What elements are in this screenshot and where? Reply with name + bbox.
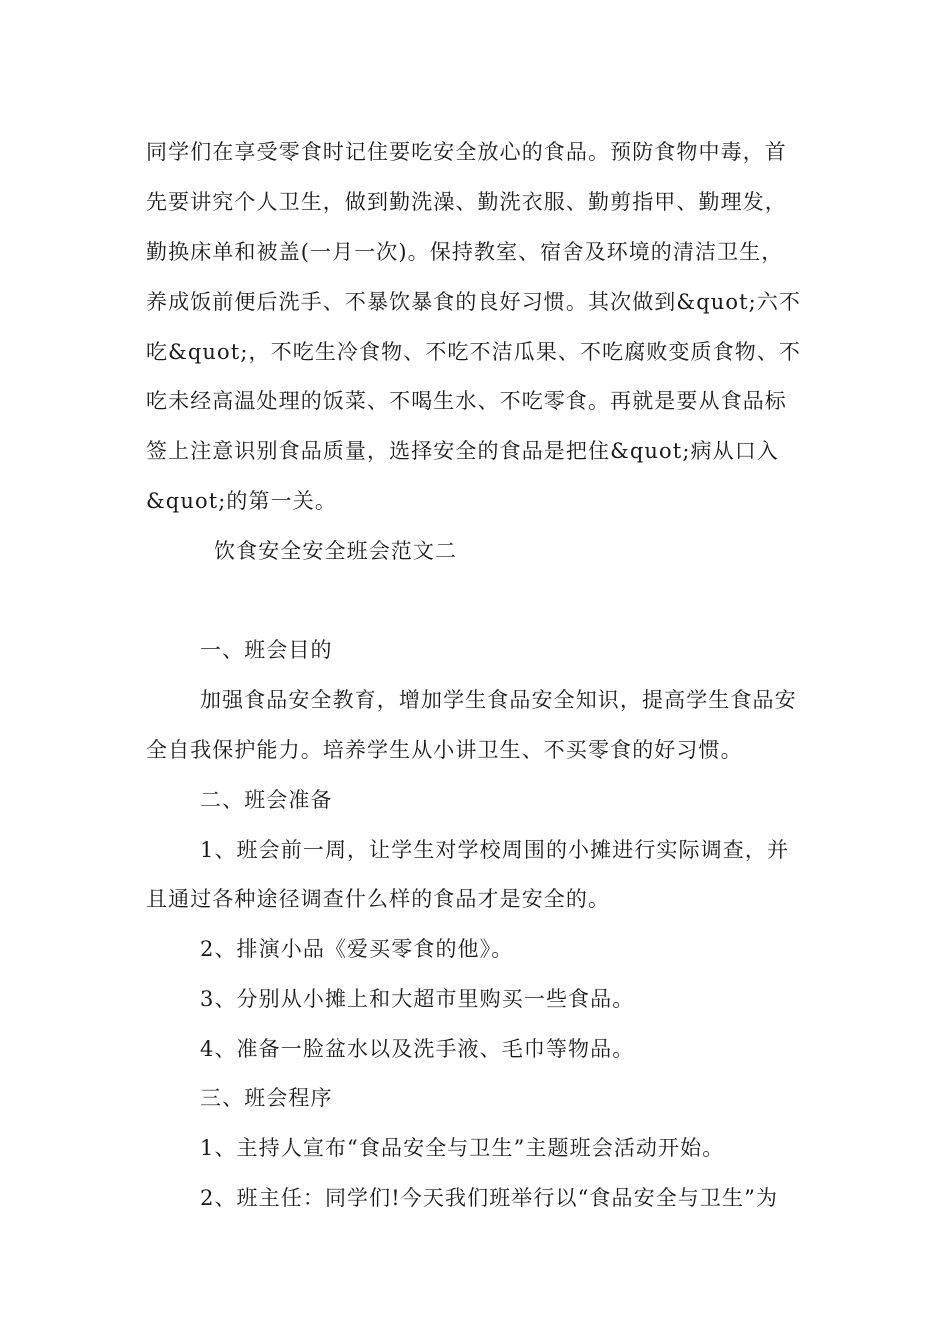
text-line: 吃&quot;，不吃生冷食物、不吃不洁瓜果、不吃腐败变质食物、不: [146, 340, 802, 364]
list-item: 2、排演小品《爱买零食的他》。: [200, 937, 514, 961]
text-line: 签上注意识别食品质量，选择安全的食品是把住&quot;病从口入: [146, 439, 779, 463]
text-line: 加强食品安全教育，增加学生食品安全知识，提高学生食品安: [200, 688, 797, 712]
text-line: 且通过各种途径调查什么样的食品才是安全的。: [146, 887, 611, 911]
list-item: 2、班主任：同学们!今天我们班举行以“食品安全与卫生”为: [200, 1186, 779, 1210]
list-item: 4、准备一脸盆水以及洗手液、毛巾等物品。: [200, 1037, 635, 1061]
list-item: 1、班会前一周，让学生对学校周围的小摊进行实际调查，并: [200, 838, 790, 862]
section-heading: 三、班会程序: [200, 1086, 333, 1110]
text-line: &quot;的第一关。: [146, 489, 337, 513]
section-title: 饮食安全安全班会范文二: [214, 539, 458, 563]
text-line: 养成饭前便后洗手、不暴饮暴食的良好习惯。其次做到&quot;六不: [146, 290, 802, 314]
section-heading: 二、班会准备: [200, 788, 333, 812]
text-line: 吃未经高温处理的饭菜、不喝生水、不吃零食。再就是要从食品标: [146, 389, 787, 413]
list-item: 1、主持人宣布“食品安全与卫生”主题班会活动开始。: [200, 1136, 725, 1160]
text-line: 全自我保护能力。培养学生从小讲卫生、不买零食的好习惯。: [146, 738, 743, 762]
list-item: 3、分别从小摊上和大超市里购买一些食品。: [200, 987, 635, 1011]
text-line: 同学们在享受零食时记住要吃安全放心的食品。预防食物中毒，首: [146, 140, 787, 164]
text-line: 勤换床单和被盖(一月一次)。保持教室、宿舍及环境的清洁卫生，: [146, 240, 784, 264]
text-line: 先要讲究个人卫生，做到勤洗澡、勤洗衣服、勤剪指甲、勤理发，: [146, 190, 787, 214]
section-heading: 一、班会目的: [200, 638, 333, 662]
